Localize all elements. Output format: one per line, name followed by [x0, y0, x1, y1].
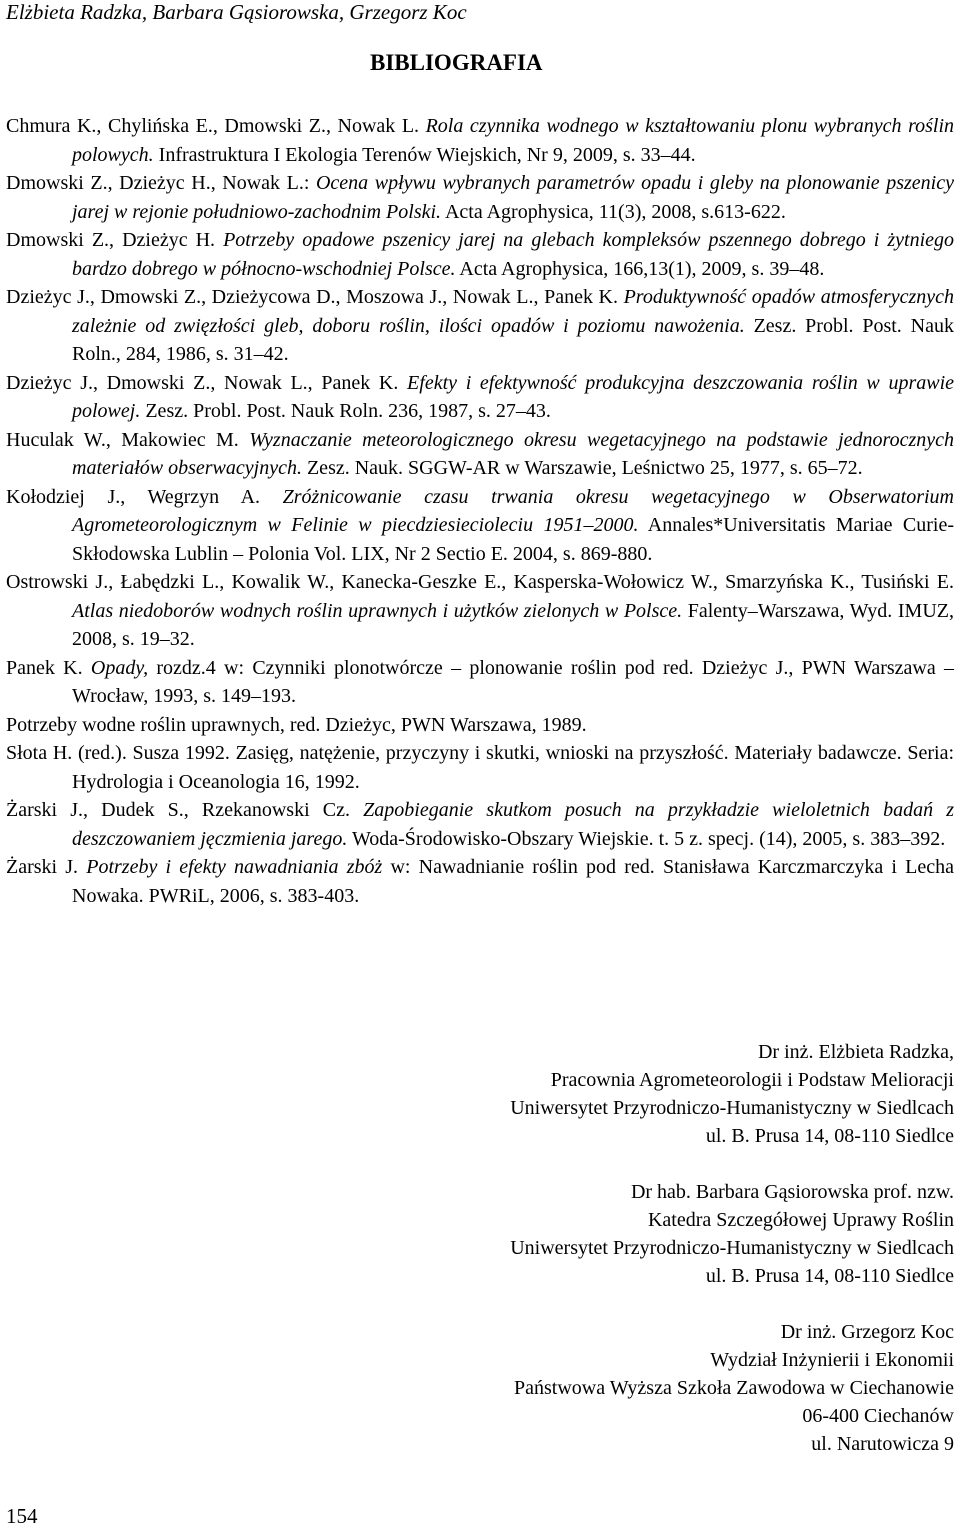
affiliation-block — [510, 1038, 954, 1150]
affiliation-line: ul. Narutowicza 9 — [811, 1433, 954, 1455]
affiliation-line: Uniwersytet Przyrodniczo-Humanistyczny w Siedlcach — [510, 1097, 954, 1119]
reference-entry — [6, 112, 954, 169]
reference-text: Żarski J. — [6, 856, 87, 878]
reference-text: Żarski J., Dudek S., Rzekanowski Cz. — [6, 799, 364, 821]
reference-text: rozdz.4 w: Czynniki plonotwórcze ‒ plonowanie roślin pod red. Dzieżyc J., PWN Warszawa ‒Wrocław, 1993, s. 149‒193. — [72, 656, 954, 707]
reference-title: Potrzeby opadowe pszenicy jarej na glebach kompleksów pszennego dobrego i żytniego bardzo dobrego w północno-wschodniej Polsce. — [72, 229, 954, 280]
reference-entry — [6, 711, 954, 740]
author-name: Dr hab. Barbara Gąsiorowska prof. nzw. — [630, 1181, 954, 1203]
affiliation-line: Wydział Inżynierii i Ekonomii — [710, 1349, 954, 1371]
affiliation-line: Katedra Szczegółowej Uprawy Roślin — [647, 1209, 954, 1231]
reference-list — [6, 112, 954, 910]
reference-text: Zesz. Probl. Post. Nauk Roln., 284, 1986, s. 31‒42. — [72, 314, 954, 365]
author-name: Dr inż. Elżbieta Radzka, — [757, 1041, 954, 1063]
reference-title: Atlas niedoborów wodnych roślin uprawnych i użytków zielonych w Polsce. — [72, 599, 683, 622]
affiliation-line: Państwowa Wyższa Szkoła Zawodowa w Ciechanowie — [514, 1377, 954, 1399]
reference-text: Falenty‒Warszawa, Wyd. IMUZ, 2008, s. 19‒32. — [72, 599, 954, 650]
reference-text: Dmowski Z., Dzieżyc H., Nowak L.: — [6, 172, 316, 194]
reference-entry — [6, 739, 954, 796]
affiliation-block — [510, 1178, 954, 1290]
reference-title: Wyznaczanie meteorologicznego okresu wegetacyjnego na podstawie jednorocznych materiałów obserwacyjnych. — [72, 428, 954, 479]
page-number: 154 — [6, 1504, 38, 1528]
reference-entry — [6, 853, 954, 910]
reference-text: Infrastruktura I Ekologia Terenów Wiejskich, Nr 9, 2009, s. 33‒44. — [153, 143, 696, 166]
reference-entry — [6, 369, 954, 426]
reference-title: Rola czynnika wodnego w kształtowaniu plonu wybranych roślin polowych. — [72, 115, 955, 166]
reference-text: Woda-Środowisko-Obszary Wiejskie. t. 5 z. specj. (14), 2005, s. 383‒392. — [347, 827, 946, 850]
reference-entry — [6, 796, 954, 853]
reference-text: Chmura K., Chylińska E., Dmowski Z., Nowak L. — [6, 115, 426, 137]
reference-text: Potrzeby wodne roślin uprawnych, red. Dzieżyc, PWN Warszawa, 1989. — [6, 713, 587, 736]
reference-text: Huculak W., Makowiec M. — [6, 428, 250, 451]
reference-text: Zesz. Nauk. SGGW-AR w Warszawie, Leśnictwo 25, 1977, s. 65‒72. — [301, 457, 863, 479]
reference-text: Kołodziej J., Wegrzyn A. — [6, 485, 283, 508]
reference-text: Dmowski Z., Dzieżyc H. — [6, 229, 224, 251]
reference-entry — [6, 654, 954, 711]
affiliation-line: 06-400 Ciechanów — [802, 1405, 954, 1427]
section-title: BIBLIOGRAFIA — [370, 50, 543, 75]
reference-title: Zróżnicowanie czasu trwania okresu wegetacyjnego w Obserwatorium Agrometeorologicznym w Felinie w piecdziesiecioleciu 1951‒2000. — [72, 485, 954, 536]
author-name: Dr inż. Grzegorz Koc — [780, 1321, 954, 1343]
reference-entry — [6, 283, 954, 369]
affiliation-line: Uniwersytet Przyrodniczo-Humanistyczny w Siedlcach — [510, 1237, 954, 1259]
reference-text: Dzieżyc J., Dmowski Z., Dzieżycowa D., Moszowa J., Nowak L., Panek K. — [6, 286, 624, 308]
reference-text: Ostrowski J., Łabędzki L., Kowalik W., Kanecka-Geszke E., Kasperska-Wołowicz W., Smarzyńska K., Tusiński E. — [6, 571, 954, 593]
reference-entry — [6, 483, 954, 569]
reference-entry — [6, 169, 954, 226]
reference-text: Acta Agrophysica, 11(3), 2008, s.613-622. — [441, 200, 786, 223]
affiliation-line: ul. B. Prusa 14, 08-110 Siedlce — [705, 1265, 954, 1287]
running-head: Elżbieta Radzka, Barbara Gąsiorowska, Grzegorz Koc — [6, 0, 467, 24]
reference-text: w: Nawadnianie roślin pod red. Stanisława Karczmarczyka i Lecha Nowaka. PWRiL, 2006, s. 383-403. — [72, 856, 954, 907]
affiliation-line: Pracownia Agrometeorologii i Podstaw Melioracji — [550, 1069, 954, 1091]
reference-title: Efekty i efektywność produkcyjna deszczowania roślin w uprawie polowej. — [72, 371, 955, 422]
reference-entry — [6, 226, 954, 283]
affiliation-line: ul. B. Prusa 14, 08-110 Siedlce — [705, 1125, 954, 1147]
reference-text: Zesz. Probl. Post. Nauk Roln. 236, 1987, s. 27‒43. — [140, 400, 551, 422]
reference-title: Produktywność opadów atmosferycznych zależnie od zwięzłości gleb, doboru roślin, ilości opadów i poziomu nawożenia. — [72, 286, 954, 337]
reference-entry — [6, 426, 954, 483]
reference-title: Opady, — [90, 656, 149, 679]
reference-entry — [6, 568, 954, 654]
reference-title: Potrzeby i efekty nawadniania zbóż — [86, 856, 383, 878]
reference-title: Ocena wpływu wybranych parametrów opadu i gleby na plonowanie pszenicy jarej w rejonie południowo-zachodnim Polski. — [72, 172, 954, 223]
reference-text: Acta Agrophysica, 166,13(1), 2009, s. 39‒48. — [455, 257, 825, 280]
reference-text: Panek K. — [6, 656, 91, 679]
reference-text: Annales*Universitatis Mariae Curie-Skłodowska Lublin ‒ Polonia Vol. LIX, Nr 2 Sectio E. 2004, s. 869-880. — [72, 514, 954, 565]
affiliation-block — [514, 1318, 954, 1458]
reference-text: Dzieżyc J., Dmowski Z., Nowak L., Panek K. — [6, 371, 408, 394]
reference-text: Słota H. (red.). Susza 1992. Zasięg, natężenie, przyczyny i skutki, wnioski na przyszłość. Materiały badawcze. Seria: Hydrologia i Oceanologia 16, 1992. — [6, 742, 954, 793]
reference-title: Zapobieganie skutkom posuch na przykładzie wieloletnich badań z deszczowaniem jęczmienia jarego. — [72, 799, 954, 850]
